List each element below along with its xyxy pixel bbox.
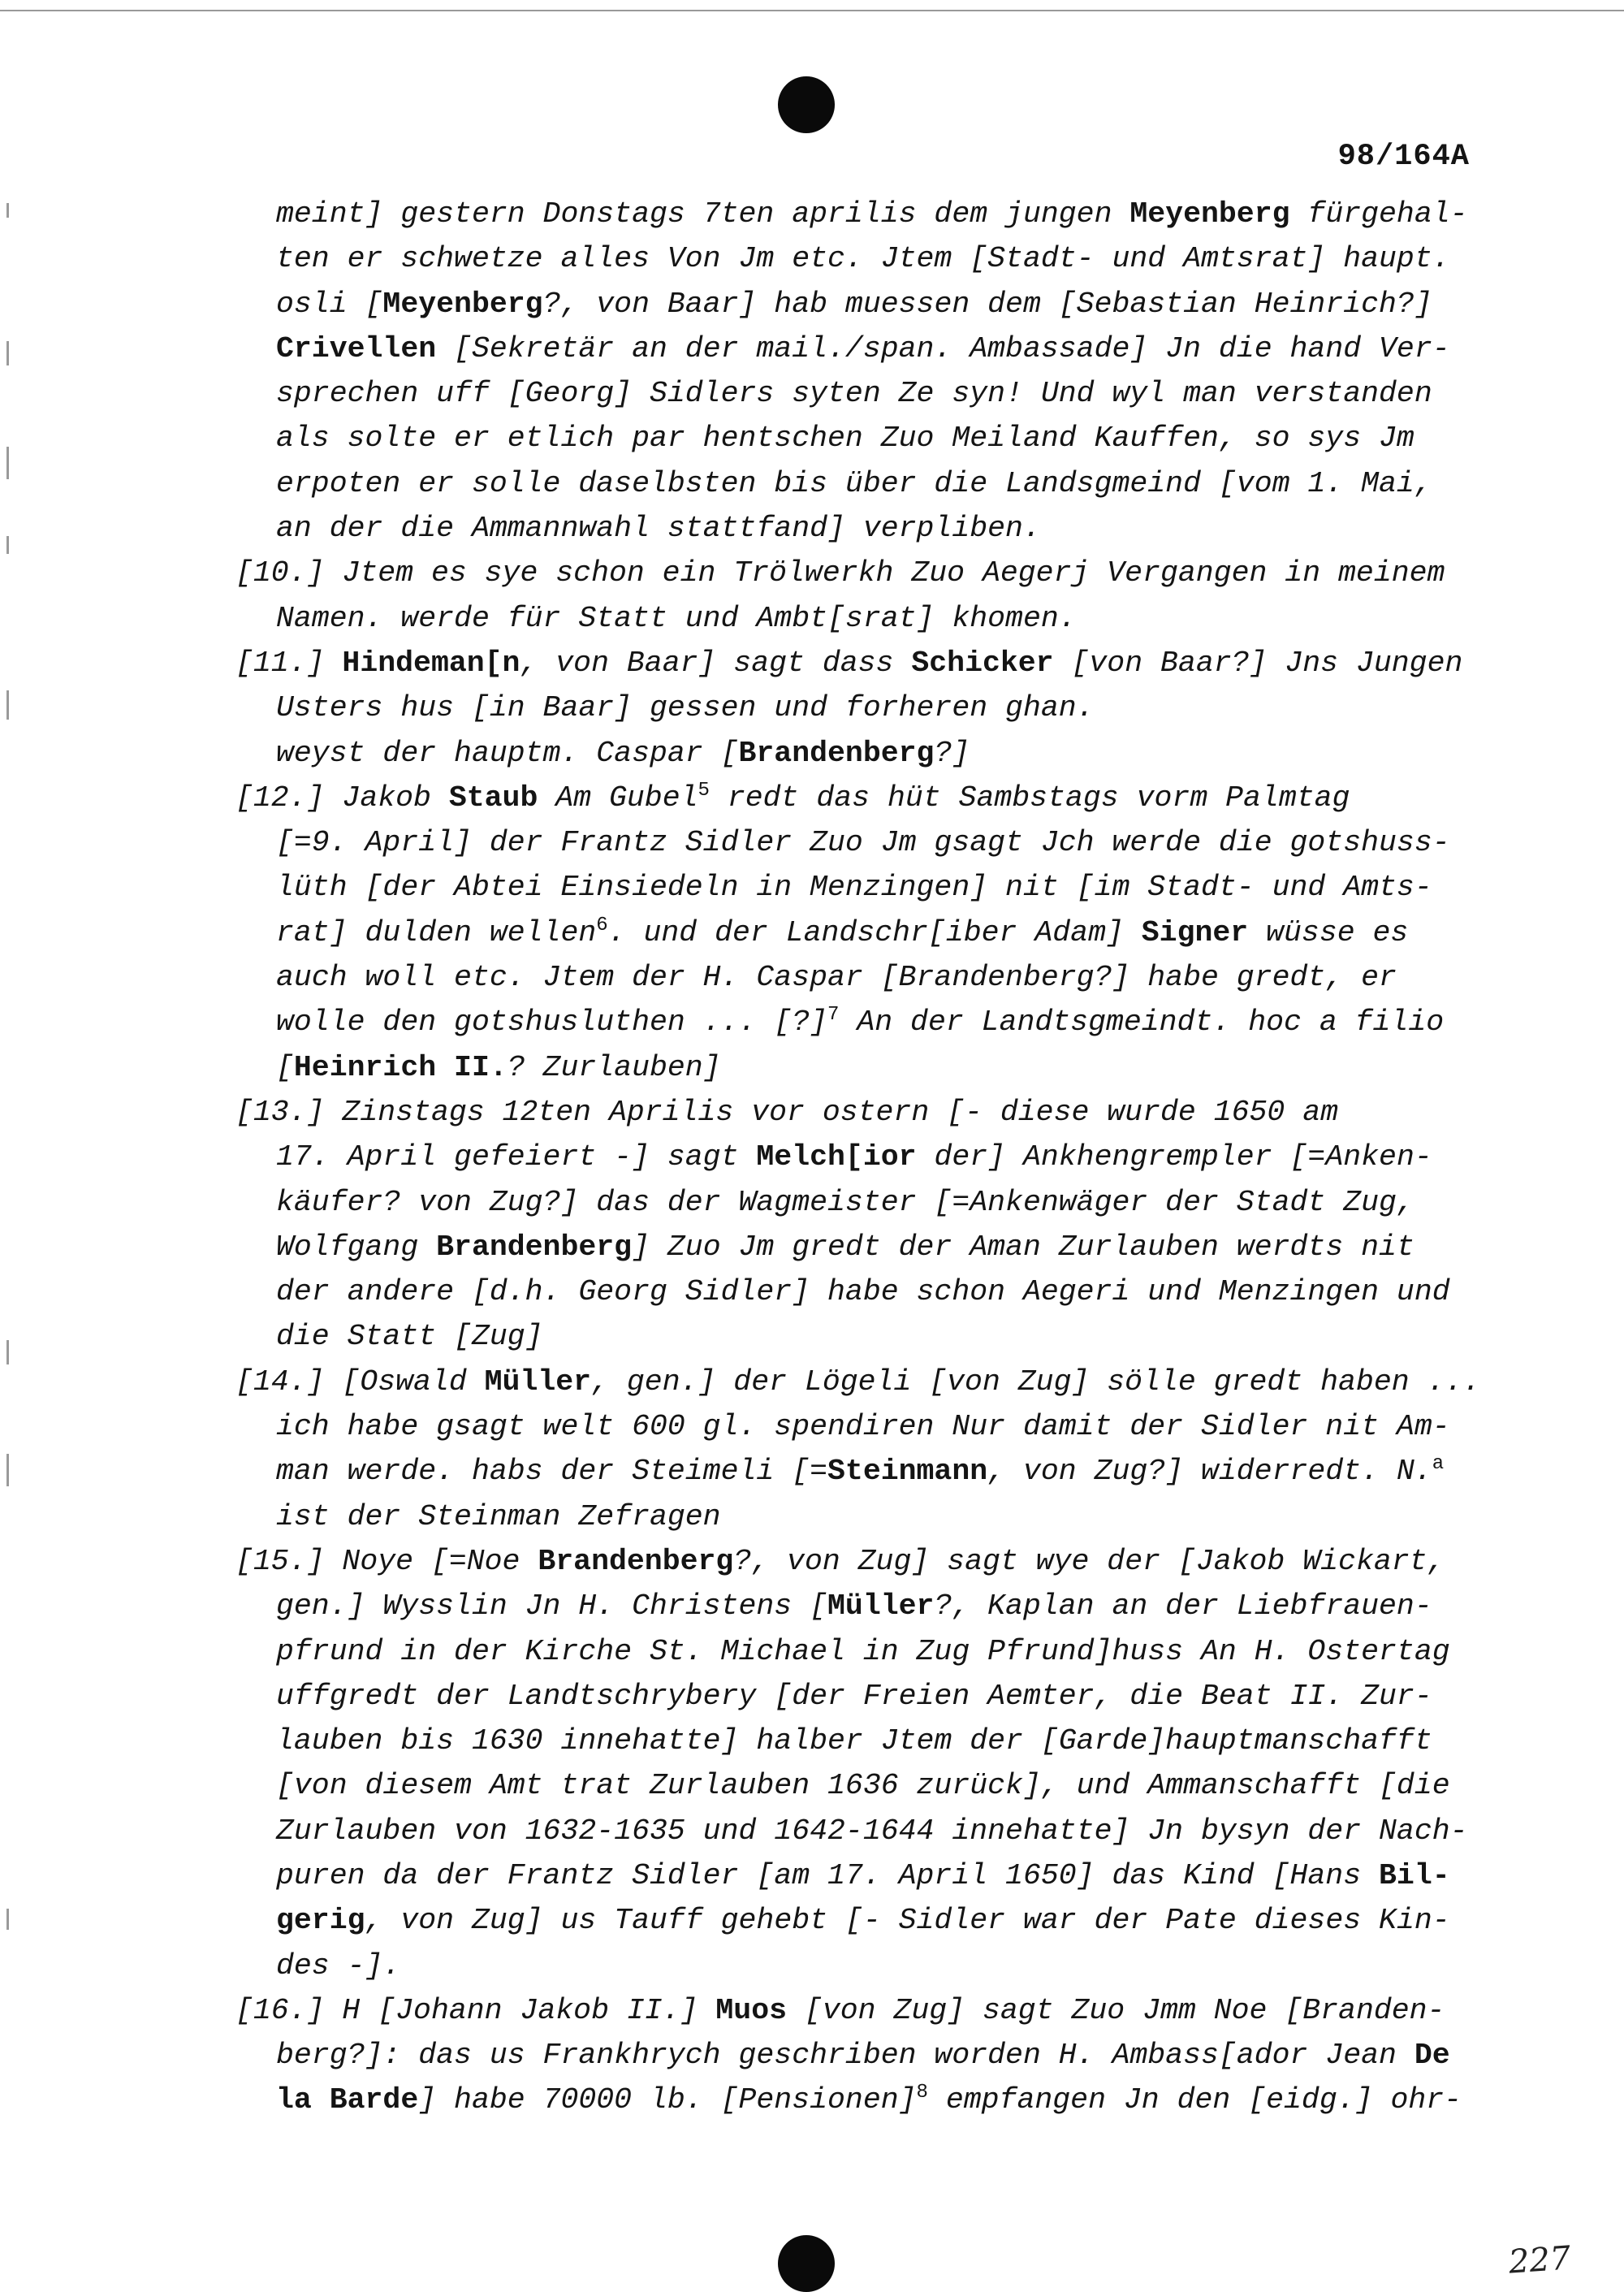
text-line bbox=[235, 371, 1470, 416]
text-segment: , gen.] der Lögeli [von Zug] sölle gredt haben ... bbox=[591, 1364, 1481, 1399]
text-line bbox=[235, 1360, 1481, 1404]
text-segment: des -]. bbox=[276, 1948, 401, 1983]
name-emphasis: Muos bbox=[715, 1993, 788, 2027]
text-segment: als solte er etlich par hentschen Zuo Meiland Kauffen, so sys Jm bbox=[276, 422, 1415, 456]
text-segment: [von diesem Amt trat Zurlauben 1636 zurück], und Ammanschafft [die bbox=[276, 1769, 1450, 1803]
text-line bbox=[235, 1135, 1470, 1179]
text-segment: 17. April gefeiert -] sagt bbox=[276, 1140, 757, 1174]
text-segment: [von Zug] sagt Zuo Jmm Noe [Branden- bbox=[787, 1993, 1445, 2027]
text-segment: [16.] H [Johann Jakob II.] bbox=[235, 1993, 716, 2027]
text-segment: wüsse es bbox=[1248, 915, 1409, 949]
text-line bbox=[235, 506, 1470, 551]
text-segment: der] Ankhengrempler [=Anken- bbox=[916, 1140, 1432, 1174]
text-segment: ?, von Zug] sagt wye der [Jakob Wickart, bbox=[733, 1544, 1445, 1578]
text-line bbox=[235, 1944, 1470, 1988]
name-emphasis: De bbox=[1414, 2039, 1450, 2073]
punch-hole-top bbox=[778, 76, 835, 133]
text-segment: ist der Steinman Zefragen bbox=[276, 1499, 721, 1533]
text-line bbox=[235, 551, 1470, 595]
text-line bbox=[235, 192, 1470, 236]
footnote-marker: 8 bbox=[916, 2082, 928, 2104]
text-line bbox=[235, 1494, 1470, 1539]
name-emphasis: Schicker bbox=[911, 646, 1054, 680]
text-line bbox=[235, 461, 1470, 506]
text-segment: die Statt [Zug] bbox=[276, 1320, 543, 1354]
text-segment: uffgredt der Landtschrybery [der Freien Aemter, die Beat II. Zur- bbox=[276, 1679, 1432, 1713]
text-line bbox=[235, 776, 1470, 820]
text-line bbox=[235, 1090, 1470, 1135]
text-line bbox=[235, 1898, 1470, 1943]
text-line bbox=[235, 955, 1470, 1000]
text-segment: ?, von Baar] hab muessen dem [Sebastian Heinrich?] bbox=[542, 287, 1432, 321]
text-line bbox=[235, 865, 1470, 910]
name-emphasis: Melch[ior bbox=[756, 1140, 917, 1174]
text-segment: [ bbox=[276, 1050, 294, 1084]
text-line bbox=[235, 1404, 1470, 1449]
text-segment: [12.] Jakob bbox=[235, 781, 449, 815]
text-line bbox=[235, 1674, 1470, 1719]
name-emphasis: Müller bbox=[484, 1364, 592, 1399]
text-line bbox=[235, 282, 1470, 327]
page-id: 98/164A bbox=[1337, 140, 1470, 174]
text-line bbox=[235, 1853, 1470, 1898]
text-segment: fürgehal- bbox=[1289, 197, 1468, 231]
text-segment: man werde. habs der Steimeli [= bbox=[276, 1455, 828, 1489]
text-segment: [Sekretär an der mail./span. Ambassade] Jn die hand Ver- bbox=[436, 331, 1450, 365]
text-segment: lüth [der Abtei Einsiedeln in Menzingen] nit [im Stadt- und Amts- bbox=[276, 871, 1432, 905]
text-line bbox=[235, 641, 1470, 685]
text-segment: redt das hüt Sambstags vorm Palmtag bbox=[709, 781, 1350, 815]
text-segment: der andere [d.h. Georg Sidler] habe schon Aegeri und Menzingen und bbox=[276, 1275, 1450, 1309]
text-line bbox=[235, 820, 1470, 865]
text-segment: ? Zurlauben] bbox=[507, 1050, 721, 1084]
text-line bbox=[235, 1763, 1470, 1808]
name-emphasis: Steinmann bbox=[827, 1455, 988, 1489]
text-segment: Namen. werde für Statt und Ambt[srat] khomen. bbox=[276, 601, 1077, 635]
text-segment: rat] dulden wellen bbox=[276, 915, 597, 949]
text-line bbox=[235, 236, 1470, 281]
punch-hole-bottom bbox=[778, 2235, 835, 2292]
text-line bbox=[235, 1000, 1470, 1044]
text-segment: an der die Ammannwahl stattfand] verpliben. bbox=[276, 512, 1041, 546]
text-line bbox=[235, 1225, 1470, 1269]
text-line bbox=[235, 685, 1470, 730]
text-segment: erpoten er solle daselbsten bis über die Landsgmeind [vom 1. Mai, bbox=[276, 466, 1432, 500]
footnote-marker: a bbox=[1432, 1453, 1445, 1476]
text-segment: [13.] Zinstags 12ten Aprilis vor ostern [- diese wurde 1650 am bbox=[235, 1095, 1339, 1129]
text-line bbox=[235, 596, 1470, 641]
text-segment: [10.] Jtem es sye schon ein Trölwerkh Zuo Aegerj Vergangen in meinem bbox=[235, 556, 1445, 590]
footnote-marker: 5 bbox=[698, 779, 710, 802]
name-emphasis: Signer bbox=[1141, 915, 1249, 949]
text-segment: [14.] [Oswald bbox=[235, 1364, 485, 1399]
text-segment: , von Zug] us Tauff gehebt [- Sidler war der Pate dieses Kin- bbox=[365, 1904, 1450, 1938]
text-line bbox=[235, 1449, 1470, 1494]
footnote-marker: 7 bbox=[827, 1004, 840, 1027]
text-line bbox=[235, 1719, 1470, 1763]
text-segment: käufer? von Zug?] das der Wagmeister [=Ankenwäger der Stadt Zug, bbox=[276, 1185, 1415, 1219]
text-segment: lauben bis 1630 innehatte] halber Jtem der [Garde]hauptmanschafft bbox=[276, 1724, 1432, 1758]
text-segment: [11.] bbox=[235, 646, 343, 680]
text-segment: , von Zug?] widerredt. N. bbox=[987, 1455, 1432, 1489]
handwritten-page-number: 227 bbox=[1507, 2239, 1572, 2281]
text-line bbox=[235, 327, 1470, 371]
name-emphasis: Crivellen bbox=[276, 331, 437, 365]
text-segment: gen.] Wysslin Jn H. Christens [ bbox=[276, 1589, 828, 1624]
name-emphasis: Brandenberg bbox=[538, 1544, 734, 1578]
text-segment: Wolfgang bbox=[276, 1230, 437, 1264]
text-line bbox=[235, 731, 1470, 776]
transcription-text bbox=[235, 192, 1481, 2123]
name-emphasis: Bil- bbox=[1379, 1858, 1450, 1892]
text-segment: empfangen Jn den [eidg.] ohr- bbox=[927, 2083, 1462, 2117]
text-line bbox=[235, 1045, 1470, 1090]
text-segment: ?, Kaplan an der Liebfrauen- bbox=[934, 1589, 1432, 1624]
text-segment: ich habe gsagt welt 600 gl. spendiren Nur damit der Sidler nit Am- bbox=[276, 1410, 1450, 1444]
name-emphasis: Staub bbox=[448, 781, 538, 815]
text-line bbox=[235, 910, 1470, 955]
left-margin-scan-marks bbox=[0, 187, 24, 2055]
text-segment: auch woll etc. Jtem der H. Caspar [Brandenberg?] habe gredt, er bbox=[276, 961, 1397, 995]
text-segment: weyst der hauptm. Caspar [ bbox=[276, 736, 739, 770]
text-segment: pfrund in der Kirche St. Michael in Zug Pfrund]huss An H. Ostertag bbox=[276, 1634, 1450, 1668]
name-emphasis: Müller bbox=[827, 1589, 935, 1624]
name-emphasis: Heinrich II. bbox=[293, 1050, 508, 1084]
text-segment: berg?]: das us Frankhrych geschriben worden H. Ambass[ador Jean bbox=[276, 2039, 1415, 2073]
footnote-marker: 6 bbox=[596, 914, 608, 936]
text-line bbox=[235, 1180, 1470, 1225]
text-line bbox=[235, 1988, 1470, 2033]
text-segment: [von Baar?] Jns Jungen bbox=[1053, 646, 1463, 680]
text-line bbox=[235, 1584, 1470, 1628]
text-line bbox=[235, 1629, 1470, 1674]
text-line bbox=[235, 416, 1470, 461]
text-segment: Usters hus [in Baar] gessen und forheren ghan. bbox=[276, 691, 1095, 725]
text-line bbox=[235, 1809, 1470, 1853]
name-emphasis: Hindeman[n bbox=[342, 646, 520, 680]
text-segment: [15.] Noye [=Noe bbox=[235, 1544, 538, 1578]
name-emphasis: gerig bbox=[276, 1904, 365, 1938]
text-segment: puren da der Frantz Sidler [am 17. April 1650] das Kind [Hans bbox=[276, 1858, 1380, 1892]
text-segment: osli [ bbox=[276, 287, 383, 321]
text-segment: . und der Landschr[iber Adam] bbox=[607, 915, 1142, 949]
text-segment: ten er schwetze alles Von Jm etc. Jtem [Stadt- und Amtsrat] haupt. bbox=[276, 242, 1450, 276]
text-segment: meint] gestern Donstags 7ten aprilis dem jungen bbox=[276, 197, 1130, 231]
text-segment: ] Zuo Jm gredt der Aman Zurlauben werdts nit bbox=[632, 1230, 1415, 1264]
top-edge-line bbox=[0, 10, 1624, 11]
text-line bbox=[235, 2078, 1470, 2122]
text-segment: ] habe 70000 lb. [Pensionen] bbox=[418, 2083, 917, 2117]
text-line bbox=[235, 1269, 1470, 1314]
text-segment: wolle den gotshusluthen ... [?] bbox=[276, 1005, 828, 1040]
name-emphasis: Meyenberg bbox=[1129, 197, 1290, 231]
text-segment: , von Baar] sagt dass bbox=[520, 646, 912, 680]
text-segment: [=9. April] der Frantz Sidler Zuo Jm gsagt Jch werde die gotshuss- bbox=[276, 826, 1450, 860]
name-emphasis: Brandenberg bbox=[436, 1230, 633, 1264]
name-emphasis: Meyenberg bbox=[382, 287, 543, 321]
text-segment: Zurlauben von 1632-1635 und 1642-1644 innehatte] Jn bysyn der Nach- bbox=[276, 1814, 1468, 1848]
text-line bbox=[235, 2033, 1470, 2078]
text-line bbox=[235, 1314, 1470, 1359]
text-segment: An der Landtsgmeindt. hoc a filio bbox=[839, 1005, 1445, 1040]
text-segment: ?] bbox=[934, 736, 970, 770]
name-emphasis: la Barde bbox=[276, 2083, 419, 2117]
text-segment: Am Gubel bbox=[538, 781, 698, 815]
name-emphasis: Brandenberg bbox=[738, 736, 935, 770]
text-segment: sprechen uff [Georg] Sidlers syten Ze syn! Und wyl man verstanden bbox=[276, 377, 1432, 411]
text-line bbox=[235, 1539, 1470, 1584]
